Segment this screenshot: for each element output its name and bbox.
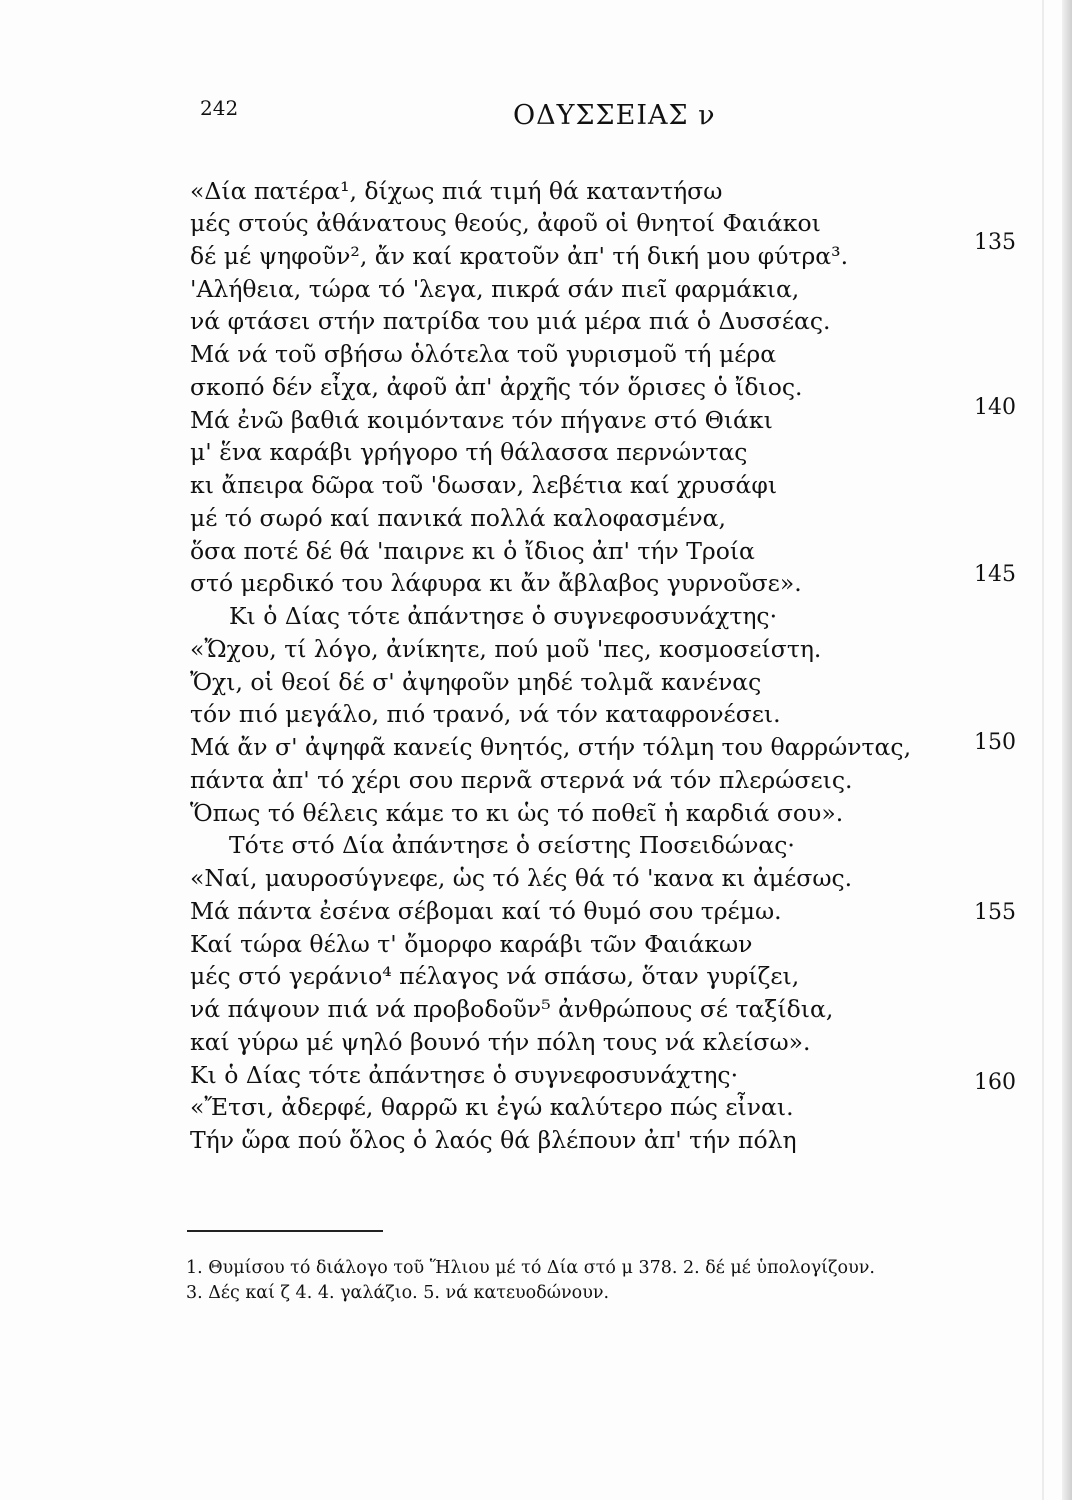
verse-line: κι ἄπειρα δῶρα τοῦ 'δωσαν, λεβέτια καί χρυσάφι (190, 471, 778, 499)
verse-line: Τήν ὥρα πού ὅλος ὁ λαός θά βλέπουν ἀπ' τήν πόλη (190, 1126, 797, 1154)
verse-line: Μά νά τοῦ σβήσω ὁλότελα τοῦ γυρισμοῦ τή μέρα (190, 340, 777, 368)
verse-line: Μά ἐνῶ βαθιά κοιμόντανε τόν πήγανε στό Θιάκι (190, 406, 773, 434)
verse-line: μές στό γεράνιο⁴ πέλαγος νά σπάσω, ὅταν γυρίζει, (190, 962, 800, 990)
line-number: 145 (974, 562, 1016, 587)
verse-line: πάντα ἀπ' τό χέρι σου περνᾶ στερνά νά τόν πλερώσεις. (190, 766, 853, 794)
verse-line: στό μερδικό του λάφυρα κι ἄν ἄβλαβος γυρνοῦσε». (190, 569, 802, 597)
verse-line: μ' ἕνα καράβι γρήγορο τή θάλασσα περνώντας (190, 438, 748, 466)
line-number: 160 (974, 1070, 1016, 1095)
line-number: 135 (974, 230, 1016, 255)
verse-line: μέ τό σωρό καί πανικά πολλά καλοφασμένα, (190, 504, 727, 532)
verse-line: 'Αλήθεια, τώρα τό 'λεγα, πικρά σάν πιεῖ φαρμάκια, (190, 275, 800, 303)
verse-line: καί γύρω μέ ψηλό βουνό τήν πόλη τους νά κλείσω». (190, 1028, 811, 1056)
verse-line: «Ναί, μαυροσύγνεφε, ὡς τό λές θά τό 'κανα κι ἀμέσως. (190, 864, 853, 892)
verse-line: Ὅπως τό θέλεις κάμε το κι ὡς τό ποθεῖ ἡ καρδιά σου». (190, 799, 844, 827)
verse-line: νά φτάσει στήν πατρίδα του μιά μέρα πιά ὁ Δυσσέας. (190, 307, 831, 335)
verse-line: Μά ἄν σ' ἀψηφᾶ κανείς θνητός, στήν τόλμη του θαρρώντας, (190, 733, 912, 761)
verse-line: μές στούς ἀθάνατους θεούς, ἀφοῦ οἱ θνητοί Φαιάκοι (190, 209, 821, 237)
verse-line: Καί τώρα θέλω τ' ὄμορφο καράβι τῶν Φαιάκων (190, 930, 753, 958)
verse-line: δέ μέ ψηφοῦν², ἄν καί κρατοῦν ἀπ' τή δική μου φύτρα³. (190, 242, 849, 270)
verse-line: «Ὤχου, τί λόγο, ἀνίκητε, πού μοῦ 'πες, κοσμοσείστη. (190, 635, 822, 663)
verse-line: ὅσα ποτέ δέ θά 'παιρνε κι ὁ ἴδιος ἀπ' τήν Τροία (190, 537, 755, 565)
line-number: 150 (974, 730, 1016, 755)
page-title: ΟΔΥΣΣΕΙΑΣ ν (513, 100, 716, 131)
verse-line: Κι ὁ Δίας τότε ἀπάντησε ὁ συγνεφοσυνάχτης· (229, 602, 778, 630)
verse-line: νά πάψουν πιά νά προβοδοῦν⁵ ἀνθρώπους σέ ταξίδια, (190, 995, 834, 1023)
verse-line: Ὄχι, οἱ θεοί δέ σ' ἀψηφοῦν μηδέ τολμᾶ κανένας (190, 668, 762, 696)
verse-line: σκοπό δέν εἶχα, ἀφοῦ ἀπ' ἀρχῆς τόν ὅρισες ὁ ἴδιος. (190, 373, 803, 401)
verse-line: Μά πάντα ἐσένα σέβομαι καί τό θυμό σου τρέμω. (190, 897, 782, 925)
page-number: 242 (200, 96, 239, 120)
footnote-line: 1. Θυμίσου τό διάλογο τοῦ Ἥλιου μέ τό Δία στό μ 378. 2. δέ μέ ὑπολογίζουν. (186, 1258, 875, 1278)
footnote-line: 3. Δές καί ζ 4. 4. γαλάζιο. 5. νά κατευοδώνουν. (186, 1283, 610, 1303)
page-edge-shadow (1062, 0, 1072, 1500)
footnote-rule (187, 1230, 383, 1232)
line-number: 140 (974, 395, 1016, 420)
verse-line: Τότε στό Δία ἀπάντησε ὁ σείστης Ποσειδώνας· (229, 831, 795, 859)
verse-line: τόν πιό μεγάλο, πιό τρανό, νά τόν καταφρονέσει. (190, 700, 781, 728)
line-number: 155 (974, 900, 1016, 925)
verse-line: «Δία πατέρα¹, δίχως πιά τιμή θά καταντήσω (190, 177, 723, 205)
verse-line: Κι ὁ Δίας τότε ἀπάντησε ὁ συγνεφοσυνάχτης· (190, 1061, 739, 1089)
page-edge-line (1042, 0, 1044, 1500)
verse-line: «Ἔτσι, ἀδερφέ, θαρρῶ κι ἐγώ καλύτερο πώς εἶναι. (190, 1093, 794, 1121)
